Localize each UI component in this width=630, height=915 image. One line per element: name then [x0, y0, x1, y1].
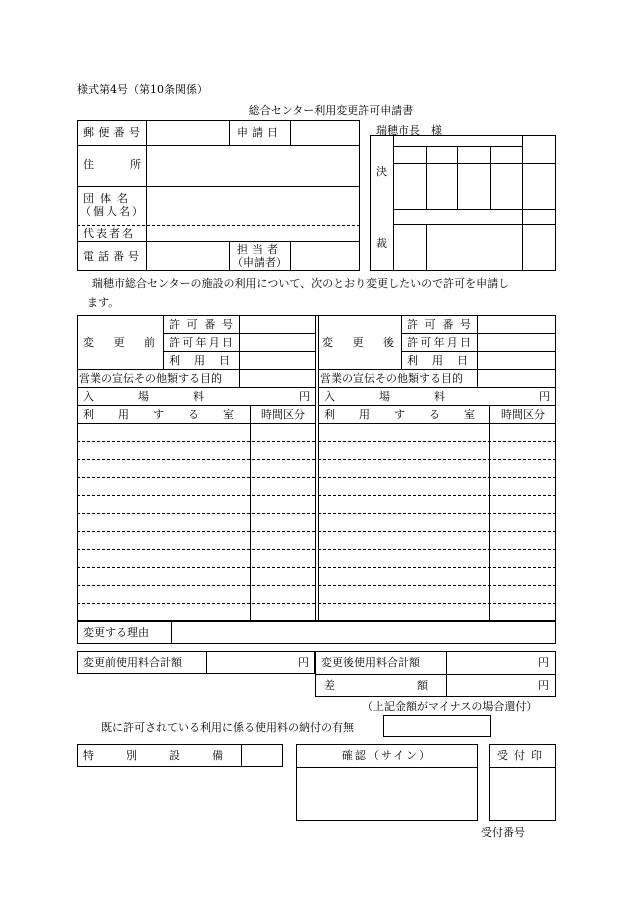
confirmation-signature-field[interactable]: [297, 768, 477, 820]
postal-code-field[interactable]: [147, 126, 229, 140]
before-use-date-field[interactable]: [240, 352, 314, 368]
before-admission-yen: 円: [299, 390, 310, 403]
refund-note: （上記金額がマイナスの場合還付）: [362, 700, 538, 713]
person-in-charge-label: 担当者: [237, 243, 282, 256]
after-permit-date-field[interactable]: [478, 334, 555, 350]
person-in-charge-field[interactable]: [291, 246, 359, 268]
before-label: 変 更 前: [83, 336, 155, 349]
special-equipment-field[interactable]: [242, 745, 282, 766]
before-permit-date-label: 許 可 年 月 日: [169, 336, 233, 349]
before-room-header: 利用する室: [83, 408, 258, 421]
before-use-date-label: 利用日: [169, 354, 244, 367]
special-equipment-label: 特別設備: [83, 749, 255, 762]
postal-code-label: 郵 便 番 号: [83, 126, 140, 139]
organization-name-field[interactable]: [147, 190, 359, 222]
form-number: 様式第4号（第10条関係）: [77, 83, 208, 96]
after-label: 変 更 後: [322, 336, 394, 349]
before-purpose-field[interactable]: [240, 370, 314, 386]
payment-answer-field[interactable]: [383, 715, 491, 737]
individual-name-label: （個人名）: [80, 205, 145, 218]
statement-line2: ます。: [87, 296, 120, 309]
after-room-row[interactable]: [318, 459, 556, 460]
payment-question: 既に許可されている利用に係る使用料の納付の有無: [101, 721, 354, 734]
reason-label: 変更する理由: [83, 626, 149, 639]
before-room-row[interactable]: [77, 603, 315, 604]
after-room-row[interactable]: [318, 531, 556, 532]
before-permit-number-label: 許 可 番 号: [169, 318, 233, 331]
representative-field[interactable]: [147, 227, 359, 240]
after-use-date-label: 利用日: [407, 354, 482, 367]
difference-label: 差額: [324, 679, 510, 692]
difference-yen: 円: [538, 679, 549, 692]
reason-field[interactable]: [172, 622, 555, 643]
approval-block: [370, 135, 556, 271]
after-admission-label: 入場料: [324, 390, 489, 403]
before-room-row[interactable]: [77, 567, 315, 568]
address-field[interactable]: [147, 150, 359, 182]
before-room-row[interactable]: [77, 477, 315, 478]
after-permit-date-label: 許 可 年 月 日: [407, 336, 471, 349]
after-time-slot-header: 時間区分: [501, 408, 545, 421]
after-room-row[interactable]: [318, 513, 556, 514]
representative-label: 代表者名: [83, 227, 135, 240]
addressee: 瑞穂市長 様: [376, 124, 442, 137]
after-total-label: 変更後使用料合計額: [321, 656, 420, 669]
application-date-field[interactable]: [291, 126, 359, 140]
after-purpose-label: 営業の宣伝その他類する目的: [320, 372, 463, 385]
after-admission-yen: 円: [539, 390, 550, 403]
before-permit-date-field[interactable]: [240, 334, 314, 350]
after-room-row[interactable]: [318, 549, 556, 550]
after-room-row[interactable]: [318, 567, 556, 568]
before-permit-number-field[interactable]: [240, 316, 314, 332]
after-permit-number-field[interactable]: [478, 316, 555, 332]
phone-label: 電話番号: [83, 250, 143, 263]
statement-line1: 瑞穂市総合センターの施設の利用について、次のとおり変更したいので許可を申請し: [92, 277, 510, 290]
address-label: 住所: [83, 158, 177, 171]
before-room-row[interactable]: [77, 441, 315, 442]
before-room-row[interactable]: [77, 531, 315, 532]
decision-label: 決: [376, 165, 387, 178]
after-use-date-field[interactable]: [478, 352, 555, 368]
before-room-row[interactable]: [77, 585, 315, 586]
after-permit-number-label: 許 可 番 号: [407, 318, 471, 331]
after-room-row[interactable]: [318, 585, 556, 586]
after-room-header: 利用する室: [324, 408, 499, 421]
ruling-label: 裁: [376, 237, 387, 250]
receipt-number-label: 受付番号: [481, 826, 525, 839]
before-time-slot-header: 時間区分: [261, 408, 305, 421]
after-total-yen: 円: [538, 656, 549, 669]
application-date-label: 申請日: [237, 126, 282, 139]
before-room-row[interactable]: [77, 459, 315, 460]
before-room-row[interactable]: [77, 549, 315, 550]
after-purpose-field[interactable]: [478, 370, 555, 386]
organization-name-label: 団体名: [83, 192, 134, 205]
before-room-row[interactable]: [77, 495, 315, 496]
before-total-yen: 円: [298, 656, 309, 669]
phone-field[interactable]: [147, 246, 229, 268]
before-room-row[interactable]: [77, 513, 315, 514]
after-room-row[interactable]: [318, 495, 556, 496]
before-admission-label: 入場料: [83, 390, 248, 403]
applicant-label: （申請者）: [232, 256, 287, 269]
before-purpose-label: 営業の宣伝その他類する目的: [79, 372, 222, 385]
confirmation-label: 確認（サイン）: [341, 749, 433, 762]
form-title: 総合センター利用変更許可申請書: [248, 104, 414, 117]
receipt-stamp-label: 受付印: [497, 749, 548, 762]
after-room-row[interactable]: [318, 477, 556, 478]
after-room-row[interactable]: [318, 603, 556, 604]
after-room-row[interactable]: [318, 441, 556, 442]
before-total-label: 変更前使用料合計額: [83, 656, 182, 669]
